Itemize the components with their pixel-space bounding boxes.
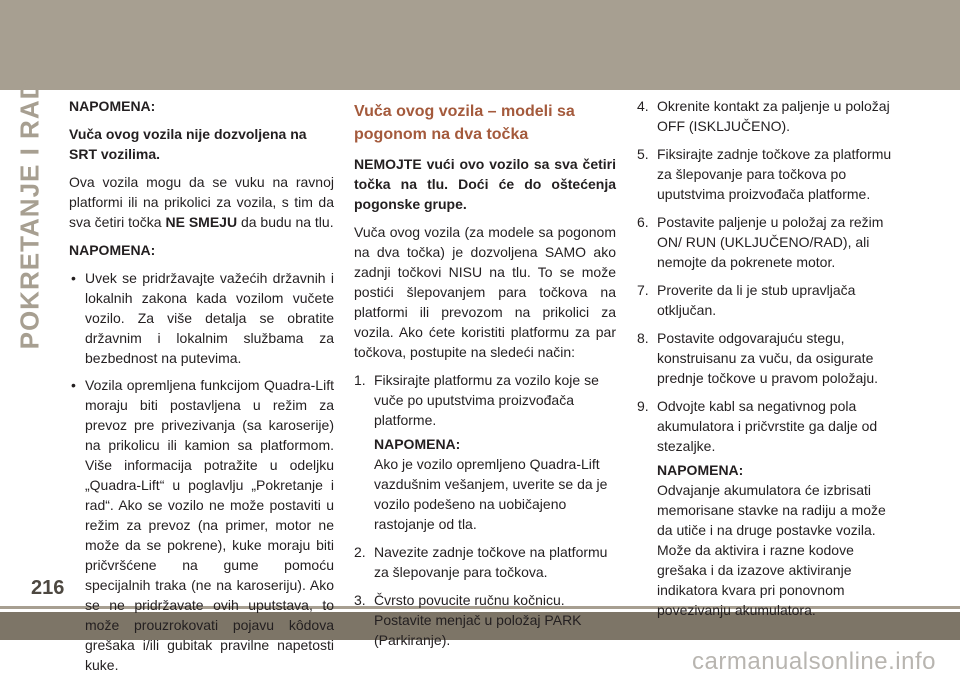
page-number: 216 <box>31 577 65 599</box>
column-3 <box>637 96 900 628</box>
bullet-list <box>69 268 334 675</box>
step-number: 9. <box>637 398 649 414</box>
list-item <box>69 375 334 675</box>
step-list <box>354 370 616 650</box>
step-number: 8. <box>637 330 649 346</box>
column-1 <box>69 96 334 682</box>
list-item-text: Uvek se pridržavajte važećih državnih i lokalnih zakona kada vozilom vučete vozilo. Za više detalja se obratite državnim i lokalnim službama za bezbednost na putevima. <box>85 270 334 366</box>
step-text: Postavite odgovarajuću stegu, konstruisanu za vuču, da osigurate prednje točkove u pravom položaju. <box>657 330 879 386</box>
note-label: NAPOMENA: <box>374 436 461 452</box>
step-text: Navezite zadnje točkove na platformu za šlepovanje para točkova. <box>374 544 608 580</box>
step-text: Postavite paljenje u položaj za režim ON/ RUN (UKLJUČENO/RAD), ali nemojte da pokrenete motor. <box>657 214 884 270</box>
list-item <box>637 280 900 320</box>
paragraph-text: Ova vozila mogu da se vuku na ravnoj platformi ili na prikolici za vozila, s tim da sva četiri točka <box>69 174 334 230</box>
section-heading: Vuča ovog vozila – modeli sa pogonom na dva točka <box>354 103 575 143</box>
note-label: NAPOMENA: <box>657 462 744 478</box>
note-text: Vuča ovog vozila nije dozvoljena na SRT vozilima. <box>69 126 307 162</box>
step-number: 5. <box>637 146 649 162</box>
step-text: Odvojte kabl sa negativnog pola akumulatora i pričvrstite ga dalje od stezaljke. <box>657 398 878 454</box>
step-note <box>374 434 616 534</box>
list-item-text: Vozila opremljena funkcijom Quadra-Lift moraju biti postavljena u režim za prevoz pre privezivanja (sa karoserije) na prikolicu ili kamion sa platformom. Više informacija potražite u odeljku „Quadra-Lift“ u poglavlju „Pokretanje i rad“. Ako se vozilo ne može postaviti u režim za prevoz (na primer, motor ne može da se pokrene), kuke moraju biti pričvršćene na gume pomoću specijalnih traka (ne na karoseriju). Ako se ne pridržavate ovih uputstava, to može prouzrokovati pojavu kôdova grešaka i/ili gubitak pravilne napetosti kuke. <box>85 377 334 673</box>
paragraph: Vuča ovog vozila (za modele sa pogonom na dva točka) je dozvoljena SAMO ako zadnji točkovi NISU na tlu. To se može postići šlepovanjem para točkova na platformi ili prevozom na prikolici za vozila. Ako ćete koristiti platformu za par točkova, postupite na sledeći način: <box>354 224 616 360</box>
paragraph-text-end: da budu na tlu. <box>237 214 334 230</box>
step-number: 1. <box>354 372 366 388</box>
step-note <box>657 460 900 620</box>
list-item <box>69 268 334 368</box>
list-item <box>354 370 616 534</box>
list-item <box>354 590 616 650</box>
chapter-side-title-text: POKRETANJE I RAD <box>14 79 45 349</box>
bullet-icon: • <box>71 377 76 393</box>
step-number: 4. <box>637 98 649 114</box>
note-label: NAPOMENA: <box>69 242 156 258</box>
list-item <box>637 144 900 204</box>
paragraph <box>69 172 334 232</box>
step-number: 2. <box>354 544 366 560</box>
step-text: Okrenite kontakt za paljenje u položaj OFF (ISKLJUČENO). <box>657 98 890 134</box>
list-item <box>637 328 900 388</box>
list-item <box>637 396 900 620</box>
note-label: NAPOMENA: <box>69 98 156 114</box>
step-text: Proverite da li je stub upravljača otključan. <box>657 282 856 318</box>
list-item <box>354 542 616 582</box>
chapter-side-title <box>0 79 60 349</box>
step-number: 6. <box>637 214 649 230</box>
watermark-link[interactable]: carmanualsonline.info <box>692 648 936 675</box>
step-number: 3. <box>354 592 366 608</box>
list-item <box>637 96 900 136</box>
step-number: 7. <box>637 282 649 298</box>
paragraph-emphasis: NE SMEJU <box>165 214 238 230</box>
note-text: Ako je vozilo opremljeno Quadra-Lift vazdušnim vešanjem, uverite se da je vozilo podešeno na uobičajeno rastojanje od tla. <box>374 456 608 532</box>
step-text: Fiksirajte platformu za vozilo koje se vuče po uputstvima proizvođača platforme. <box>374 372 599 428</box>
step-list <box>637 96 900 620</box>
bullet-icon: • <box>71 270 76 286</box>
list-item <box>637 212 900 272</box>
step-text: Fiksirajte zadnje točkove za platformu za šlepovanje para točkova po uputstvima proizvođača platforme. <box>657 146 892 202</box>
warning-text: NEMOJTE vući ovo vozilo sa sva četiri točka na tlu. Doći će do oštećenja pogonske grupe. <box>354 156 616 212</box>
step-text: Čvrsto povucite ručnu kočnicu. Postavite menjač u položaj PARK (Parkiranje). <box>374 592 582 648</box>
column-2 <box>354 96 616 658</box>
header-band <box>0 0 960 90</box>
note-text: Odvajanje akumulatora će izbrisati memorisane stavke na radiju a može da utiče i na druge postavke vozila. Može da aktivira i razne kodove grešaka i da izazove aktiviranje indikatora kvara pri ponovnom povezivanju akumulatora. <box>657 482 886 618</box>
